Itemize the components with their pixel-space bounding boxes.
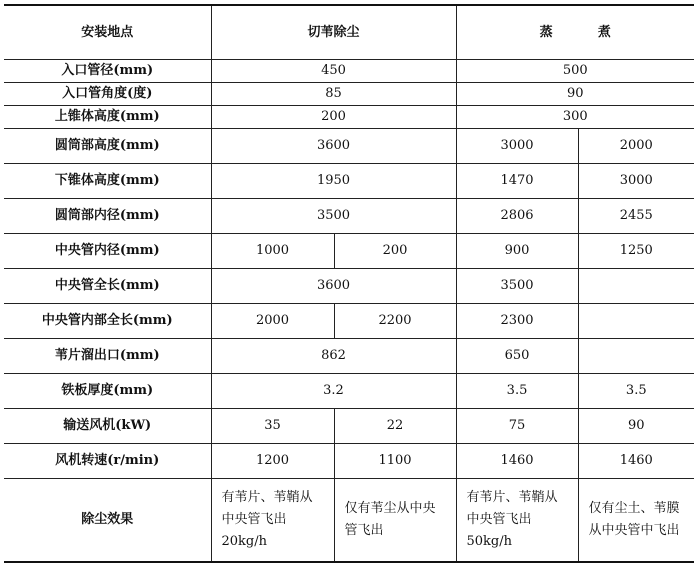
cell-value: 1250 <box>578 234 694 269</box>
cell-value: 2000 <box>578 129 694 164</box>
cell-value: 2806 <box>456 199 578 234</box>
cell-value: 3600 <box>211 269 456 304</box>
cell-value: 3.5 <box>456 374 578 409</box>
row-label: 下锥体高度(mm) <box>4 164 211 199</box>
header-row <box>4 5 694 60</box>
row-label: 中央管内部全长(mm) <box>4 304 211 339</box>
table-row <box>4 83 694 106</box>
cell-value: 500 <box>456 60 694 83</box>
cell-value: 2000 <box>211 304 334 339</box>
cell-value: 650 <box>456 339 578 374</box>
table-row <box>4 234 694 269</box>
cell-value: 2300 <box>456 304 578 339</box>
cell-value: 300 <box>456 106 694 129</box>
cell-value: 1470 <box>456 164 578 199</box>
table-row <box>4 106 694 129</box>
cell-value: 1460 <box>456 444 578 479</box>
cyclone-spec-table <box>4 4 694 563</box>
row-label: 中央管全长(mm) <box>4 269 211 304</box>
cell-value: 3.5 <box>578 374 694 409</box>
row-label: 铁板厚度(mm) <box>4 374 211 409</box>
cell-value: 1100 <box>334 444 456 479</box>
cell-value: 有苇片、苇鞘从中央管飞出20kg/h <box>211 479 334 563</box>
table-row <box>4 164 694 199</box>
row-label: 中央管内径(mm) <box>4 234 211 269</box>
cell-value: 900 <box>456 234 578 269</box>
cell-value: 22 <box>334 409 456 444</box>
cell-value: 仅有尘土、苇膜从中央管中飞出 <box>578 479 694 563</box>
header-cooking <box>456 5 694 60</box>
header-install-location: 安装地点 <box>4 5 211 60</box>
cell-value: 1200 <box>211 444 334 479</box>
cell-value: 862 <box>211 339 456 374</box>
cell-value: 90 <box>456 83 694 106</box>
table-row <box>4 444 694 479</box>
cell-value: 200 <box>211 106 456 129</box>
row-label: 入口管径(mm) <box>4 60 211 83</box>
table-row <box>4 304 694 339</box>
row-label: 入口管角度(度) <box>4 83 211 106</box>
table-row <box>4 60 694 83</box>
cell-value: 90 <box>578 409 694 444</box>
row-label: 苇片溜出口(mm) <box>4 339 211 374</box>
cell-value: 有苇片、苇鞘从中央管飞出50kg/h <box>456 479 578 563</box>
cell-value: 3500 <box>456 269 578 304</box>
row-label: 风机转速(r/min) <box>4 444 211 479</box>
table-row <box>4 374 694 409</box>
header-reed-dust-removal: 切苇除尘 <box>211 5 456 60</box>
row-label: 圆筒部内径(mm) <box>4 199 211 234</box>
cell-value: 200 <box>334 234 456 269</box>
cell-value: 85 <box>211 83 456 106</box>
cell-value: 1000 <box>211 234 334 269</box>
table-row <box>4 269 694 304</box>
header-cooking-text: 蒸 煮 <box>539 24 611 40</box>
cell-value: 3600 <box>211 129 456 164</box>
table-row <box>4 199 694 234</box>
table-row <box>4 409 694 444</box>
cell-value: 1950 <box>211 164 456 199</box>
cell-value: 3.2 <box>211 374 456 409</box>
cell-value: 仅有苇尘从中央管飞出 <box>334 479 456 563</box>
row-label: 输送风机(kW) <box>4 409 211 444</box>
cell-value: 450 <box>211 60 456 83</box>
row-label: 除尘效果 <box>4 479 211 563</box>
table-row <box>4 479 694 563</box>
table-row <box>4 339 694 374</box>
cell-value: 3000 <box>456 129 578 164</box>
cell-value: 75 <box>456 409 578 444</box>
row-label: 圆筒部高度(mm) <box>4 129 211 164</box>
row-label: 上锥体高度(mm) <box>4 106 211 129</box>
cell-value: 2455 <box>578 199 694 234</box>
cell-value: 2200 <box>334 304 456 339</box>
cell-value: 35 <box>211 409 334 444</box>
cell-value <box>578 339 694 374</box>
cell-value: 3500 <box>211 199 456 234</box>
table-row <box>4 129 694 164</box>
cell-value: 1460 <box>578 444 694 479</box>
cell-value <box>578 269 694 304</box>
cell-value <box>578 304 694 339</box>
cell-value: 3000 <box>578 164 694 199</box>
